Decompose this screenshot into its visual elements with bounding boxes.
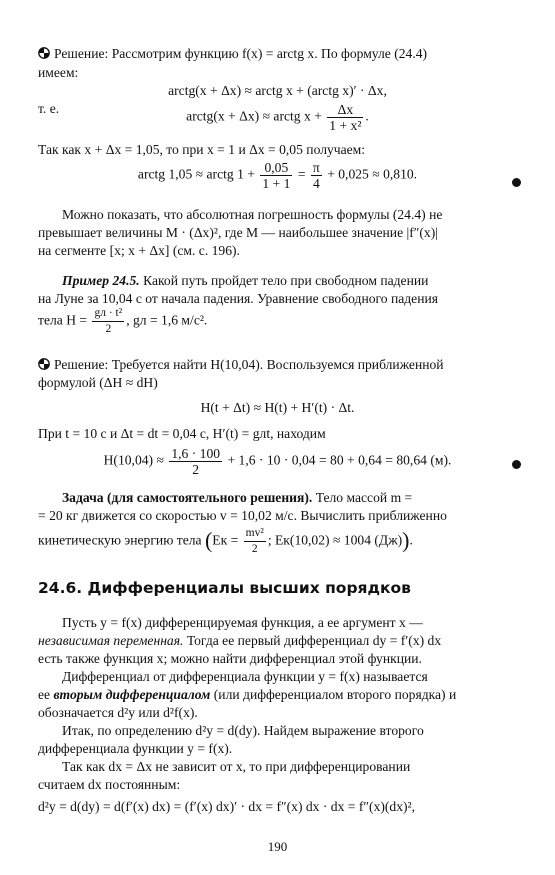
end-of-solution-marker — [512, 460, 521, 469]
task-label: Задача (для самостоятельного решения). — [62, 490, 313, 505]
solution-paragraph-2: Решение: Требуется найти H(10,04). Воспользуемся приближенной — [38, 356, 444, 373]
text-line: Можно показать, что абсолютная погрешность формулы (24.4) не — [62, 207, 443, 222]
example-paragraph: Пример 24.5. Какой путь пройдет тело при свободном падении — [62, 273, 429, 288]
text-line: считаем dx постоянным: — [38, 777, 181, 792]
formula: H(t + Δt) ≈ H(t) + H′(t) · Δt. — [200, 400, 355, 415]
solution-label: Решение: — [54, 357, 109, 372]
text-line: Так как x + Δx = 1,05, то при x = 1 и Δx = 0,05 получаем: — [38, 142, 366, 157]
section-heading: 24.6. Дифференциалы высших порядков — [38, 579, 411, 597]
emphasis: независимая переменная. — [38, 633, 184, 648]
formula: arctg(x + Δx) ≈ arctg x + (arctg x)′ · Δx, — [168, 83, 387, 98]
text-line: независимая переменная. Тогда ее первый дифференциал dy = f′(x) dx — [38, 633, 442, 648]
formula: H(10,04) ≈ $\frac{1,6 \cdot 100}{2}$ + 1,6 · 10 · 0,04 = 80 + 0,64 = 80,64 (м). — [103, 446, 452, 477]
text-line: ее вторым дифференциалом (или дифференциалом второго порядка) и — [38, 687, 457, 702]
text-line: При t = 10 с и Δt = dt = 0,04 с, H′(t) = gлt, находим — [38, 426, 326, 441]
text-line: дифференциала функции y = f(x). — [38, 741, 233, 756]
formula: arctg(x + Δx) ≈ arctg x + $\frac{\Delta x}{\text{1 + x²}}$ . — [186, 102, 369, 133]
text-line: Итак, по определению d²y = d(dy). Найдем выражение второго — [62, 723, 424, 738]
solution-marker-icon — [38, 47, 51, 59]
text-line: имеем: — [38, 65, 79, 80]
formula-line: тела H = gл · t² 2 , gл = 1,6 м/с². — [38, 307, 208, 335]
solution-paragraph-1: Решение: Рассмотрим функцию f(x) = arctg x. По формуле (24.4) — [38, 45, 427, 62]
formula: arctg 1,05 ≈ arctg 1 + $\frac{0,05}{1 + 1}$ = $\frac{\pi}{4}$ + 0,025 ≈ 0,810. — [137, 160, 418, 191]
text-line: превышает величины M · (Δx)², где M — наибольшее значение |f″(x)| — [38, 225, 438, 240]
end-of-solution-marker — [512, 178, 521, 187]
example-label: Пример 24.5. — [62, 273, 140, 288]
text-line: формулой (ΔH ≈ dH) — [38, 375, 158, 390]
text-line: Дифференциал от дифференциала функции y = f(x) называется — [62, 669, 428, 684]
formula-line: кинетическую энергию тела (Eк = $\frac{\text{mv²}}{2}$ ; Eк(10,02) ≈ 1004 (Дж)). — [38, 527, 413, 555]
text-line: на Луне за 10,04 с от начала падения. Уравнение свободного падения — [38, 291, 439, 306]
task-paragraph: Задача (для самостоятельного решения). Тело массой m = — [62, 490, 413, 505]
term-emphasis: вторым дифференциалом — [53, 687, 211, 702]
text-line: обозначается d²y или d²f(x). — [38, 705, 198, 720]
text-line: = 20 кг движется со скоростью v = 10,02 м/с. Вычислить приближенно — [38, 508, 447, 523]
text-line: Так как dx = Δx не зависит от x, то при дифференцировании — [62, 759, 411, 774]
page-number: 190 — [267, 839, 288, 854]
solution-marker-icon — [38, 358, 51, 370]
text-line: Пусть y = f(x) дифференцируемая функция, а ее аргумент x — — [62, 615, 423, 630]
text-line: на сегменте [x; x + Δx] (см. с. 196). — [38, 243, 240, 258]
formula: d²y = d(dy) = d(f′(x) dx) = (f′(x) dx)′ · dx = f″(x) dx · dx = f″(x)(dx)², — [38, 799, 416, 814]
text-line: есть также функция x; можно найти дифференциал этой функции. — [38, 651, 422, 666]
solution-label: Решение: — [54, 46, 109, 61]
text-line: т. е. — [38, 101, 60, 116]
